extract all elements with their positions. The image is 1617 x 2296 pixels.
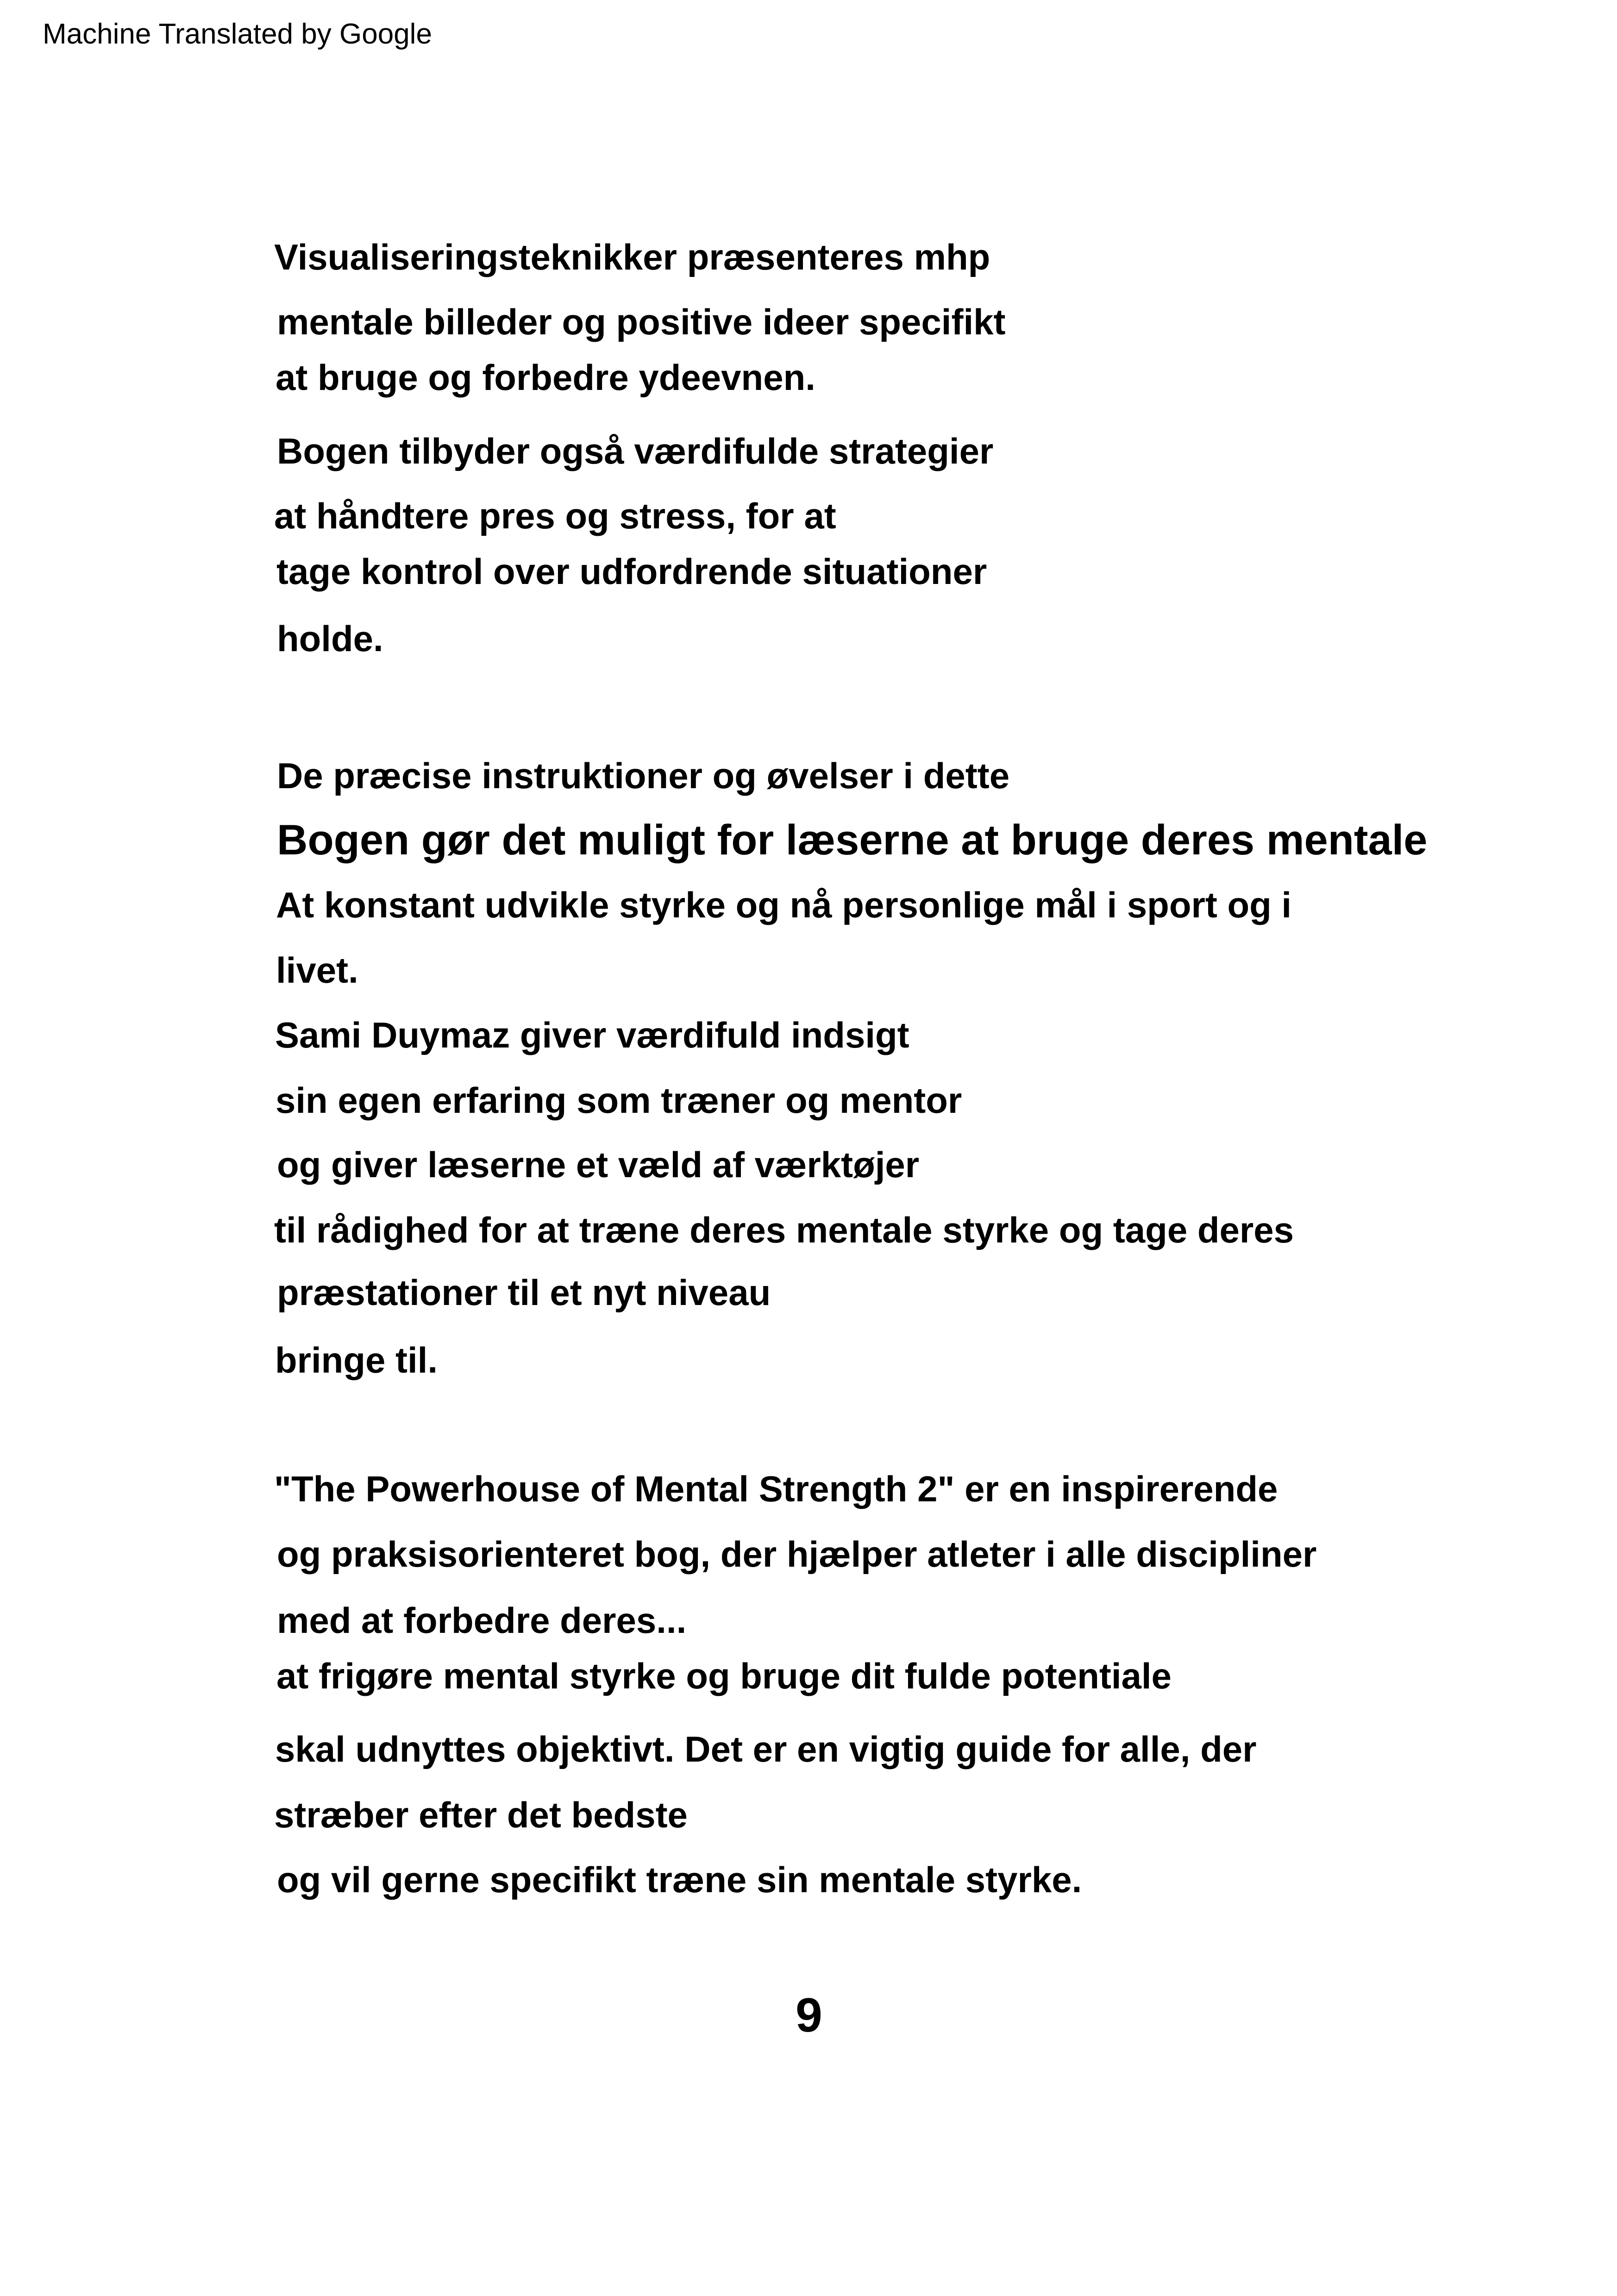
body-line: og vil gerne specifikt træne sin mentale styrke. (277, 1859, 1082, 1900)
body-line: De præcise instruktioner og øvelser i dette (277, 755, 1010, 796)
body-line: holde. (277, 618, 383, 659)
body-line: og giver læserne et væld af værktøjer (277, 1144, 920, 1185)
body-line: At konstant udvikle styrke og nå personlige mål i sport og i (276, 885, 1292, 925)
body-line: at frigøre mental styrke og bruge dit fulde potentiale (276, 1656, 1172, 1696)
body-line: skal udnyttes objektivt. Det er en vigtig guide for alle, der (275, 1729, 1257, 1769)
page-number: 9 (796, 1989, 822, 2042)
body-line: at bruge og forbedre ydeevnen. (276, 357, 815, 398)
body-line: med at forbedre deres... (277, 1600, 687, 1641)
body-line: præstationer til et nyt niveau (277, 1272, 771, 1313)
body-line: "The Powerhouse of Mental Strength 2" er en inspirerende (274, 1468, 1278, 1509)
body-line: og praksisorienteret bog, der hjælper atleter i alle discipliner (277, 1534, 1317, 1575)
body-line: mentale billeder og positive ideer specifikt (277, 301, 1006, 342)
body-line: til rådighed for at træne deres mentale styrke og tage deres (274, 1210, 1294, 1250)
body-line: Bogen gør det muligt for læserne at bruge deres mentale (277, 816, 1428, 864)
body-line: Sami Duymaz giver værdifuld indsigt (275, 1015, 909, 1055)
body-line: sin egen erfaring som træner og mentor (276, 1080, 962, 1121)
body-line: Visualiseringsteknikker præsenteres mhp (274, 237, 990, 277)
body-line: stræber efter det bedste (274, 1794, 688, 1835)
body-line: bringe til. (275, 1340, 438, 1380)
body-line: tage kontrol over udfordrende situationer (276, 551, 987, 592)
body-line: Bogen tilbyder også værdifulde strategier (277, 431, 994, 471)
machine-translation-note: Machine Translated by Google (43, 18, 432, 50)
body-line: livet. (276, 950, 358, 991)
body-line: at håndtere pres og stress, for at (274, 496, 836, 536)
